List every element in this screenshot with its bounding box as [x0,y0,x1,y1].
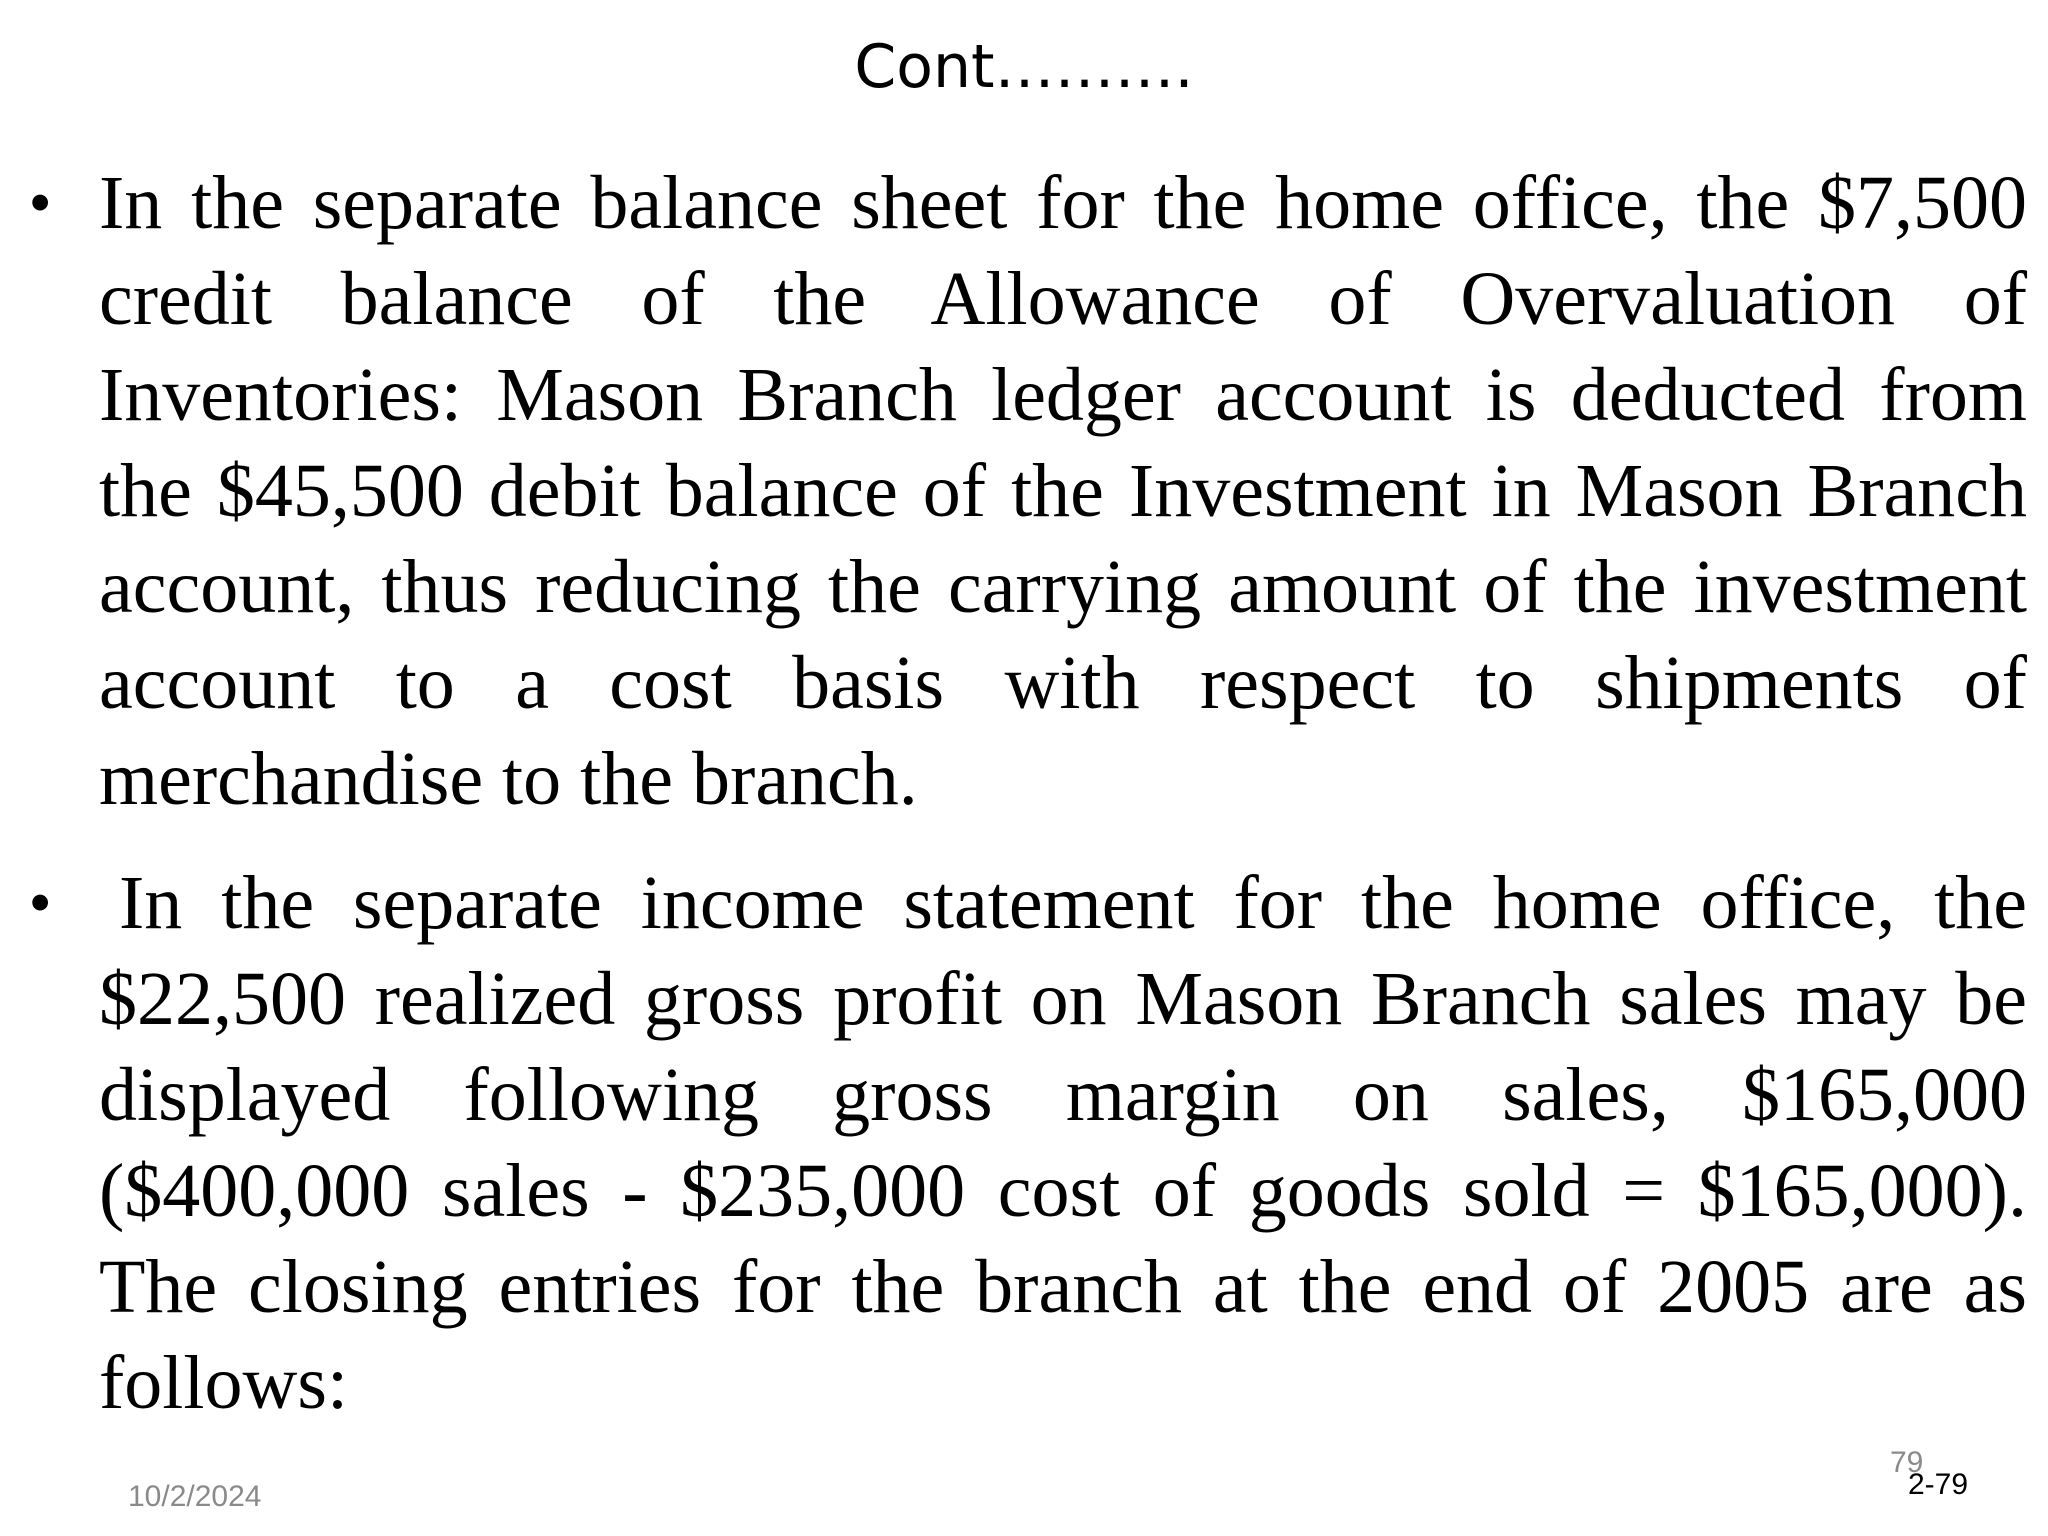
footer-date: 10/2/2024 [128,1480,262,1513]
bullet-marker: • [30,170,51,235]
footer-page-number: 79 [1890,1446,1924,1479]
bullet-text-income-statement: In the separate income statement for the home office, the $22,500 realized gross profit on Mason Branch sales may be displayed following gross margin on sales, $165,000 ($400,000 sales - $235,000 cost of goods sold = $165,000). The closing entries for the branch at the end of 2005 are as follows: [99,861,2027,1425]
slide-title: Cont………. [854,32,1194,102]
bullet-text-balance-sheet: In the separate balance sheet for the home office, the $7,500 credit balance of the Allowance of Overvaluation of Inventories: Mason Branch ledger account is deducted from the $45,500 debit balance of the Investment in Mason Branch account, thus reducing the carrying amount of the investment account to a cost basis with respect to shipments of merchandise to the branch. [99,161,2027,821]
footer-slide-code: 2-79 [1908,1468,1969,1501]
bullet-marker: • [30,870,51,935]
